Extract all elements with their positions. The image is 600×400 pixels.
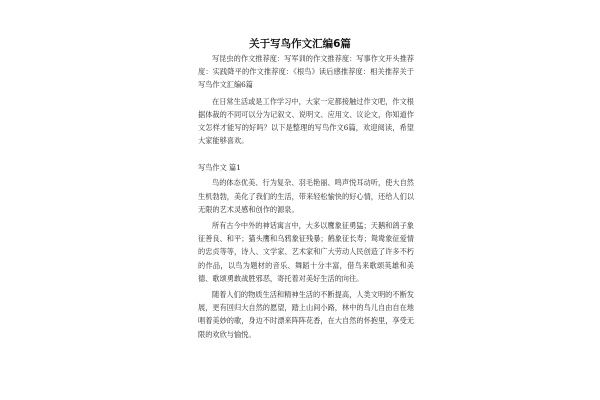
- section-paragraph: 所有古今中外的神话寓言中，大多以鹰象征勇猛；天鹅和鸽子象征善良、和平；猫头鹰和乌鸦象征残暴；鹤象征长寿；鸳鸯象征爱情的忠贞等等，诗人、文学家、艺术家和广大劳动人民创造了许多不朽的作品，以鸟为题材的音乐、舞蹈十分丰富，借鸟来歌颂英雄和美德、歌颂勇敢战胜邪恶，寄托着对美好生活的向往。: [198, 221, 414, 283]
- section-paragraph: 随着人们的物质生活和精神生活的不断提高，人类文明的不断发展，更有回归大自然的愿望，踏上山间小路，林中的鸟儿自由自在地唱着美妙的歌，身边不时漂来阵阵花香，在大自然的怀抱里，享受无限的欢欣与愉悦。: [198, 290, 414, 339]
- document-body: [198, 52, 414, 344]
- intro-paragraph: 在日常生活或是工作学习中，大家一定都接触过作文吧，作文根据体裁的不同可以分为记叙文、说明文、应用文、议论文，你知道作文怎样才能写的好吗？以下是整理的写鸟作文6篇，欢迎阅读，希望大家能够喜欢。: [198, 96, 414, 146]
- section-heading: 写鸟作文 篇1: [198, 163, 241, 173]
- intro-paragraph: 写昆虫的作文推荐度：写军训的作文推荐度：写事作文开头推荐度：实践降平的作文推荐度：《根鸟》读后感推荐度：相关推荐关于写鸟作文汇编6篇: [198, 54, 414, 90]
- section-paragraph: 鸟的体态优美、行为复杂、羽毛艳丽、鸣声悦耳动听，使大自然生机勃勃，美化了我们的生活，带来轻松愉快的好心情，还给人们以无限的艺术灵感和创作的源泉。: [198, 178, 414, 214]
- document-title: 关于写鸟作文汇编6篇: [249, 38, 351, 50]
